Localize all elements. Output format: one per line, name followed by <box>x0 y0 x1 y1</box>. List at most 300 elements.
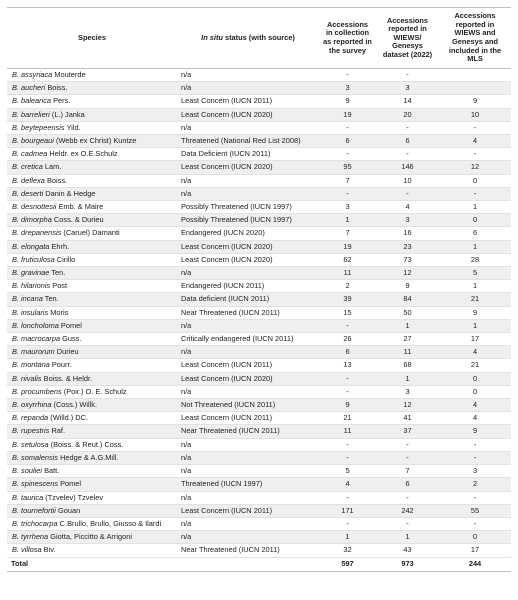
status-cell: Least Concern (IUCN 2011) <box>177 504 319 517</box>
wiews-cell: 16 <box>376 227 439 240</box>
wiews-cell: 20 <box>376 108 439 121</box>
survey-cell: - <box>319 319 376 332</box>
status-cell: Data deficient (IUCN 2011) <box>177 293 319 306</box>
survey-cell: 9 <box>319 399 376 412</box>
species-author: Giotta, Piccitto & Arrigoni <box>50 532 132 542</box>
status-cell: n/a <box>177 517 319 530</box>
survey-cell: 62 <box>319 253 376 266</box>
wiews-cell: 10 <box>376 174 439 187</box>
species-cell <box>7 385 177 398</box>
table-row <box>7 412 511 425</box>
species-genus: B. barrelieri <box>12 109 50 119</box>
table-row <box>7 319 511 332</box>
header-status <box>177 8 319 69</box>
survey-cell: 11 <box>319 267 376 280</box>
total-row <box>7 557 511 571</box>
table-row <box>7 227 511 240</box>
mls-cell: 4 <box>439 399 511 412</box>
mls-cell <box>439 82 511 95</box>
mls-cell: 3 <box>439 465 511 478</box>
species-author: Cirillo <box>56 254 76 264</box>
survey-cell: 7 <box>319 227 376 240</box>
status-cell: n/a <box>177 187 319 200</box>
species-cell <box>7 465 177 478</box>
species-genus: B. villosa <box>12 545 42 555</box>
survey-cell: 6 <box>319 346 376 359</box>
species-genus: B. procumbens <box>12 386 62 396</box>
total-label: Total <box>7 557 177 571</box>
species-author: Guss. <box>62 334 82 344</box>
species-author: Moris <box>50 307 69 317</box>
species-cell <box>7 240 177 253</box>
species-author: Biv. <box>43 545 56 555</box>
species-cell <box>7 451 177 464</box>
survey-cell: - <box>319 69 376 82</box>
mls-cell: 10 <box>439 108 511 121</box>
mls-cell: 1 <box>439 240 511 253</box>
mls-cell: - <box>439 148 511 161</box>
survey-cell: 19 <box>319 108 376 121</box>
total-mls: 244 <box>439 557 511 571</box>
table-row <box>7 201 511 214</box>
species-author: Pers. <box>53 96 71 106</box>
species-author: Ten. <box>44 294 59 304</box>
survey-cell: 9 <box>319 95 376 108</box>
status-cell: Least Concern (IUCN 2020) <box>177 108 319 121</box>
species-genus: B. tyrrhena <box>12 532 49 542</box>
wiews-cell: 43 <box>376 544 439 557</box>
species-cell <box>7 280 177 293</box>
species-genus: B. assyriaca <box>12 70 53 79</box>
wiews-cell: 3 <box>376 82 439 95</box>
survey-cell: 7 <box>319 174 376 187</box>
survey-cell: 26 <box>319 333 376 346</box>
mls-cell: 0 <box>439 174 511 187</box>
species-genus: B. somalensis <box>12 452 59 462</box>
table-row <box>7 148 511 161</box>
mls-cell: 12 <box>439 161 511 174</box>
table-row <box>7 359 511 372</box>
species-author: (Webb ex Christ) Kuntze <box>55 136 137 146</box>
status-cell: Near Threatened (IUCN 2011) <box>177 544 319 557</box>
table-row <box>7 531 511 544</box>
species-genus: B. tournefortii <box>12 505 56 515</box>
species-cell <box>7 214 177 227</box>
mls-cell: 0 <box>439 372 511 385</box>
wiews-cell: 1 <box>376 531 439 544</box>
species-cell <box>7 372 177 385</box>
mls-cell: 4 <box>439 346 511 359</box>
mls-cell: - <box>439 491 511 504</box>
survey-cell: 4 <box>319 478 376 491</box>
species-cell <box>7 201 177 214</box>
table-row <box>7 544 511 557</box>
header-species: Species <box>7 8 177 69</box>
species-author: C.Brullo, Brullo, Giusso & Ilardi <box>59 518 162 528</box>
status-cell: n/a <box>177 121 319 134</box>
wiews-cell: 3 <box>376 385 439 398</box>
table-row <box>7 372 511 385</box>
table-row <box>7 240 511 253</box>
survey-cell: 32 <box>319 544 376 557</box>
status-cell: n/a <box>177 531 319 544</box>
survey-cell: 39 <box>319 293 376 306</box>
species-author: Ten. <box>51 268 66 278</box>
table-row <box>7 135 511 148</box>
species-cell <box>7 174 177 187</box>
survey-cell: - <box>319 438 376 451</box>
mls-cell: 9 <box>439 306 511 319</box>
species-cell <box>7 135 177 148</box>
species-author: Boiss. & Heldr. <box>43 373 93 383</box>
total-wiews: 973 <box>376 557 439 571</box>
species-author: Mouterde <box>54 70 86 79</box>
species-genus: B. oxyrrhina <box>12 400 52 410</box>
table-row <box>7 174 511 187</box>
mls-cell: 0 <box>439 531 511 544</box>
table-row <box>7 267 511 280</box>
survey-cell: 1 <box>319 531 376 544</box>
mls-cell: 5 <box>439 267 511 280</box>
species-genus: B. montana <box>12 360 50 370</box>
survey-cell: 1 <box>319 214 376 227</box>
species-author: Batt. <box>44 466 60 476</box>
mls-cell: 17 <box>439 544 511 557</box>
survey-cell: - <box>319 121 376 134</box>
mls-cell: - <box>439 121 511 134</box>
species-genus: B. loncholoma <box>12 320 59 330</box>
species-author: Post <box>52 281 68 291</box>
survey-cell: - <box>319 148 376 161</box>
species-cell <box>7 293 177 306</box>
species-genus: B. incana <box>12 294 43 304</box>
species-author: (Willd.) DC. <box>50 413 89 423</box>
mls-cell: - <box>439 451 511 464</box>
status-cell: Threatened (National Red List 2008) <box>177 135 319 148</box>
header-status-italic: In situ <box>201 32 223 42</box>
wiews-cell: 68 <box>376 359 439 372</box>
species-cell <box>7 148 177 161</box>
mls-cell: 28 <box>439 253 511 266</box>
species-author: Coss. & Durieu <box>53 215 104 225</box>
species-genus: B. drepanensis <box>12 228 62 238</box>
mls-cell: 2 <box>439 478 511 491</box>
species-author: (Caruel) Damanti <box>63 228 120 238</box>
mls-cell: 21 <box>439 293 511 306</box>
wiews-cell: 84 <box>376 293 439 306</box>
species-cell <box>7 306 177 319</box>
survey-cell: - <box>319 187 376 200</box>
header-wiews-accessions: Accessions reported in WIEWS/ Genesys dataset (2022) <box>376 8 439 69</box>
status-cell: n/a <box>177 267 319 280</box>
table-row <box>7 161 511 174</box>
table-row <box>7 121 511 134</box>
species-genus: B. macrocarpa <box>12 334 61 344</box>
wiews-cell: 12 <box>376 399 439 412</box>
wiews-cell: 27 <box>376 333 439 346</box>
table-row <box>7 465 511 478</box>
table-header <box>7 8 511 69</box>
species-cell <box>7 82 177 95</box>
wiews-cell: - <box>376 187 439 200</box>
species-cell <box>7 504 177 517</box>
survey-cell: 21 <box>319 412 376 425</box>
species-cell <box>7 438 177 451</box>
species-author: Yild. <box>66 122 81 132</box>
species-genus: B. bourgeaui <box>12 136 54 146</box>
species-author: (Poir.) O. E. Schulz <box>63 386 127 396</box>
status-cell: Least Concern (IUCN 2020) <box>177 253 319 266</box>
status-cell: n/a <box>177 438 319 451</box>
wiews-cell: 6 <box>376 478 439 491</box>
status-cell: Least Concern (IUCN 2020) <box>177 240 319 253</box>
mls-cell: 6 <box>439 227 511 240</box>
mls-cell: - <box>439 187 511 200</box>
species-genus: B. cretica <box>12 162 43 172</box>
mls-cell: - <box>439 438 511 451</box>
mls-cell: 1 <box>439 319 511 332</box>
species-cell <box>7 544 177 557</box>
wiews-cell: 1 <box>376 319 439 332</box>
table-row <box>7 253 511 266</box>
survey-cell: - <box>319 491 376 504</box>
wiews-cell: 50 <box>376 306 439 319</box>
status-cell: Near Threatened (IUCN 2011) <box>177 306 319 319</box>
survey-cell: 6 <box>319 135 376 148</box>
species-cell <box>7 95 177 108</box>
species-genus: B. setulosa <box>12 439 49 449</box>
table-row <box>7 478 511 491</box>
mls-cell: - <box>439 517 511 530</box>
survey-cell: 3 <box>319 82 376 95</box>
mls-cell: 55 <box>439 504 511 517</box>
species-genus: B. nivalis <box>12 373 42 383</box>
wiews-cell: 41 <box>376 412 439 425</box>
table-row <box>7 95 511 108</box>
species-author: (L.) Janka <box>51 109 85 119</box>
wiews-cell: - <box>376 517 439 530</box>
species-cell <box>7 253 177 266</box>
mls-cell: 9 <box>439 425 511 438</box>
status-cell: Possibly Threatened (IUCN 1997) <box>177 214 319 227</box>
mls-cell: 9 <box>439 95 511 108</box>
species-author: Gouan <box>58 505 81 515</box>
table-row <box>7 425 511 438</box>
status-cell: Least Concern (IUCN 2020) <box>177 372 319 385</box>
wiews-cell: 23 <box>376 240 439 253</box>
species-genus: B. aucheri <box>12 83 46 93</box>
table-row <box>7 438 511 451</box>
table-body <box>7 69 511 558</box>
wiews-cell: 9 <box>376 280 439 293</box>
species-genus: B. balearica <box>12 96 52 106</box>
species-genus: B. gravinae <box>12 268 50 278</box>
survey-cell: 171 <box>319 504 376 517</box>
status-cell: n/a <box>177 346 319 359</box>
species-genus: B. dimorpha <box>12 215 52 225</box>
status-cell: n/a <box>177 385 319 398</box>
table-row <box>7 333 511 346</box>
wiews-cell: - <box>376 438 439 451</box>
table-row <box>7 69 511 82</box>
species-genus: B. spinescens <box>12 479 59 489</box>
species-cell <box>7 187 177 200</box>
header-mls-accessions: Accessions reported in WIEWS and Genesys and included in the MLS <box>439 8 511 69</box>
mls-cell: 1 <box>439 201 511 214</box>
status-cell: n/a <box>177 69 319 82</box>
status-cell: n/a <box>177 319 319 332</box>
species-author: Pourr. <box>51 360 72 370</box>
table-row <box>7 108 511 121</box>
wiews-cell: 146 <box>376 161 439 174</box>
wiews-cell: 14 <box>376 95 439 108</box>
species-cell <box>7 517 177 530</box>
survey-cell: - <box>319 385 376 398</box>
header-survey-accessions: Accessions in collection as reported in the survey <box>319 8 376 69</box>
table-row <box>7 280 511 293</box>
species-author: Lam. <box>44 162 62 172</box>
survey-cell: - <box>319 451 376 464</box>
table-row <box>7 451 511 464</box>
mls-cell: 1 <box>439 280 511 293</box>
species-cell <box>7 108 177 121</box>
wiews-cell: 37 <box>376 425 439 438</box>
survey-cell: - <box>319 372 376 385</box>
species-author: Danin & Hedge <box>45 188 96 198</box>
species-genus: B. deflexa <box>12 175 45 185</box>
mls-cell: 4 <box>439 135 511 148</box>
mls-cell: 0 <box>439 385 511 398</box>
species-genus: B. trichocarpa <box>12 518 58 528</box>
wiews-cell: 4 <box>376 201 439 214</box>
total-survey: 597 <box>319 557 376 571</box>
wiews-cell: 7 <box>376 465 439 478</box>
species-genus: B. deserti <box>12 188 44 198</box>
table-row <box>7 82 511 95</box>
status-cell: Least Concern (IUCN 2011) <box>177 95 319 108</box>
species-author: Boiss. <box>46 175 68 185</box>
wiews-cell: 1 <box>376 372 439 385</box>
species-accessions-table <box>7 7 511 572</box>
species-author: Hedge & A.G.Mill. <box>60 452 119 462</box>
status-cell: n/a <box>177 491 319 504</box>
species-cell <box>7 121 177 134</box>
species-cell <box>7 69 177 82</box>
species-cell <box>7 491 177 504</box>
table-row <box>7 491 511 504</box>
status-cell: Least Concern (IUCN 2011) <box>177 412 319 425</box>
survey-cell: 3 <box>319 201 376 214</box>
species-cell <box>7 227 177 240</box>
table-row <box>7 293 511 306</box>
table-row <box>7 385 511 398</box>
wiews-cell: 242 <box>376 504 439 517</box>
species-cell <box>7 346 177 359</box>
wiews-cell: 73 <box>376 253 439 266</box>
total-status <box>177 557 319 571</box>
status-cell: Near Threatened (IUCN 2011) <box>177 425 319 438</box>
mls-cell: 4 <box>439 412 511 425</box>
status-cell: n/a <box>177 174 319 187</box>
wiews-cell: - <box>376 491 439 504</box>
table-row <box>7 214 511 227</box>
wiews-cell: - <box>376 451 439 464</box>
wiews-cell: 12 <box>376 267 439 280</box>
species-author: Ehrh. <box>51 241 70 251</box>
table-row <box>7 187 511 200</box>
survey-cell: 13 <box>319 359 376 372</box>
wiews-cell: - <box>376 69 439 82</box>
mls-cell: 0 <box>439 214 511 227</box>
survey-cell: 11 <box>319 425 376 438</box>
wiews-cell: 3 <box>376 214 439 227</box>
species-genus: B. beytepeensis <box>12 122 65 132</box>
status-cell: Threatened (IUCN 1997) <box>177 478 319 491</box>
table-footer <box>7 557 511 571</box>
species-cell <box>7 161 177 174</box>
species-cell <box>7 425 177 438</box>
species-author: Emb. & Maire <box>58 202 104 212</box>
table-row <box>7 504 511 517</box>
wiews-cell: - <box>376 148 439 161</box>
species-genus: B. repanda <box>12 413 49 423</box>
species-genus: B. maurorum <box>12 347 55 357</box>
species-author: Durieu <box>56 347 79 357</box>
species-author: (Coss.) Willk. <box>53 400 98 410</box>
species-genus: B. rupestris <box>12 426 50 436</box>
status-cell: n/a <box>177 82 319 95</box>
species-cell <box>7 478 177 491</box>
species-cell <box>7 531 177 544</box>
species-cell <box>7 399 177 412</box>
table-row <box>7 399 511 412</box>
table-row <box>7 346 511 359</box>
species-cell <box>7 333 177 346</box>
wiews-cell: - <box>376 121 439 134</box>
species-cell <box>7 319 177 332</box>
mls-cell <box>439 69 511 82</box>
status-cell: Least Concern (IUCN 2011) <box>177 359 319 372</box>
table-row <box>7 306 511 319</box>
species-genus: B. cadmea <box>12 149 48 159</box>
species-author: Raf. <box>51 426 66 436</box>
mls-cell: 21 <box>439 359 511 372</box>
status-cell: Least Concern (IUCN 2020) <box>177 161 319 174</box>
species-genus: B. insularis <box>12 307 49 317</box>
species-author: Pomel <box>60 320 82 330</box>
status-cell: n/a <box>177 451 319 464</box>
wiews-cell: 11 <box>376 346 439 359</box>
species-genus: B. desnottesii <box>12 202 57 212</box>
status-cell: Not Threatened (IUCN 2011) <box>177 399 319 412</box>
species-genus: B. souliei <box>12 466 42 476</box>
survey-cell: 15 <box>319 306 376 319</box>
species-genus: B. hilarionis <box>12 281 51 291</box>
species-author: (Tzvelev) Tzvelev <box>45 492 104 502</box>
header-status-rest: status (with source) <box>222 32 295 42</box>
survey-cell: 95 <box>319 161 376 174</box>
table-row <box>7 517 511 530</box>
status-cell: n/a <box>177 465 319 478</box>
survey-cell: 19 <box>319 240 376 253</box>
species-author: (Boiss. & Reut.) Coss. <box>50 439 124 449</box>
survey-cell: 2 <box>319 280 376 293</box>
mls-cell: 17 <box>439 333 511 346</box>
species-genus: B. fruticulosa <box>12 254 55 264</box>
species-cell <box>7 359 177 372</box>
status-cell: Endangered (IUCN 2011) <box>177 280 319 293</box>
status-cell: Data Deficient (IUCN 2011) <box>177 148 319 161</box>
